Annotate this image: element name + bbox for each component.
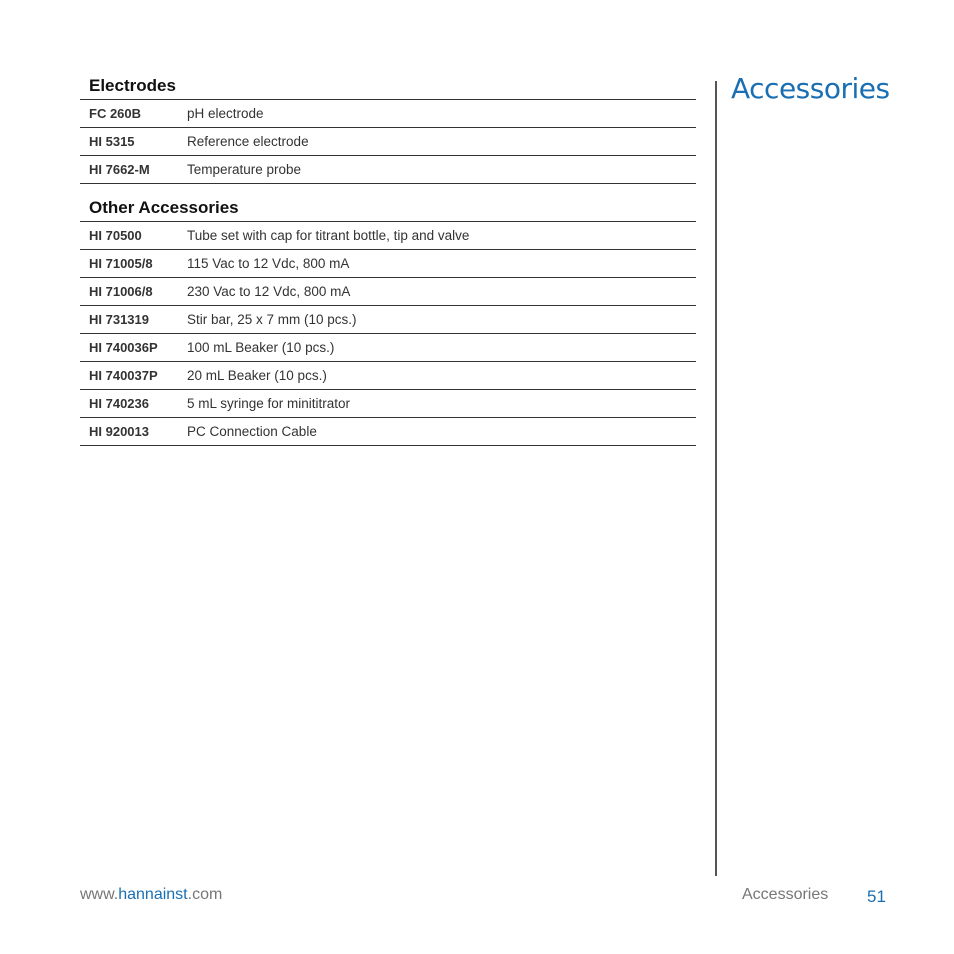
url-prefix: www.: [80, 886, 119, 903]
footer-section-label: Accessories: [742, 886, 829, 903]
table-row: [80, 418, 696, 446]
url-brand: hannainst: [118, 886, 188, 903]
product-code: HI 71006/8: [89, 284, 153, 299]
table-row: [80, 100, 696, 128]
product-code: HI 7662-M: [89, 162, 150, 177]
product-code: HI 920013: [89, 424, 149, 439]
table-row: [80, 362, 696, 390]
table-row: [80, 222, 696, 250]
product-code: FC 260B: [89, 106, 142, 121]
product-description: PC Connection Cable: [187, 424, 317, 439]
electrodes-heading: Electrodes: [80, 76, 696, 100]
table-row: [80, 128, 696, 156]
table-row: [80, 334, 696, 362]
table-row: [80, 278, 696, 306]
product-code: HI 740036P: [89, 340, 158, 355]
product-code: HI 5315: [89, 134, 135, 149]
product-description: 5 mL syringe for minititrator: [187, 396, 351, 411]
url-suffix: .com: [187, 886, 223, 903]
accessories-content: [80, 76, 696, 446]
product-code: HI 740236: [89, 396, 149, 411]
product-description: Stir bar, 25 x 7 mm (10 pcs.): [187, 312, 357, 327]
product-description: Tube set with cap for titrant bottle, tip and valve: [187, 228, 470, 243]
other-accessories-list: [80, 222, 696, 446]
table-row: [80, 156, 696, 184]
product-description: Reference electrode: [187, 134, 309, 149]
product-code: HI 70500: [89, 228, 142, 243]
product-description: 100 mL Beaker (10 pcs.): [187, 340, 335, 355]
other-accessories-heading: Other Accessories: [80, 198, 696, 222]
vertical-divider: [715, 81, 717, 876]
product-description: 20 mL Beaker (10 pcs.): [187, 368, 327, 383]
product-code: HI 740037P: [89, 368, 158, 383]
table-row: [80, 306, 696, 334]
page-number: 51: [867, 887, 886, 906]
product-description: Temperature probe: [187, 162, 302, 177]
product-description: 115 Vac to 12 Vdc, 800 mA: [187, 256, 350, 271]
product-code: HI 731319: [89, 312, 149, 327]
product-description: pH electrode: [187, 106, 264, 121]
electrodes-list: [80, 100, 696, 184]
website-link[interactable]: [80, 886, 222, 904]
page-title: Accessories: [731, 72, 890, 105]
table-row: [80, 250, 696, 278]
product-code: HI 71005/8: [89, 256, 153, 271]
product-description: 230 Vac to 12 Vdc, 800 mA: [187, 284, 351, 299]
table-row: [80, 390, 696, 418]
